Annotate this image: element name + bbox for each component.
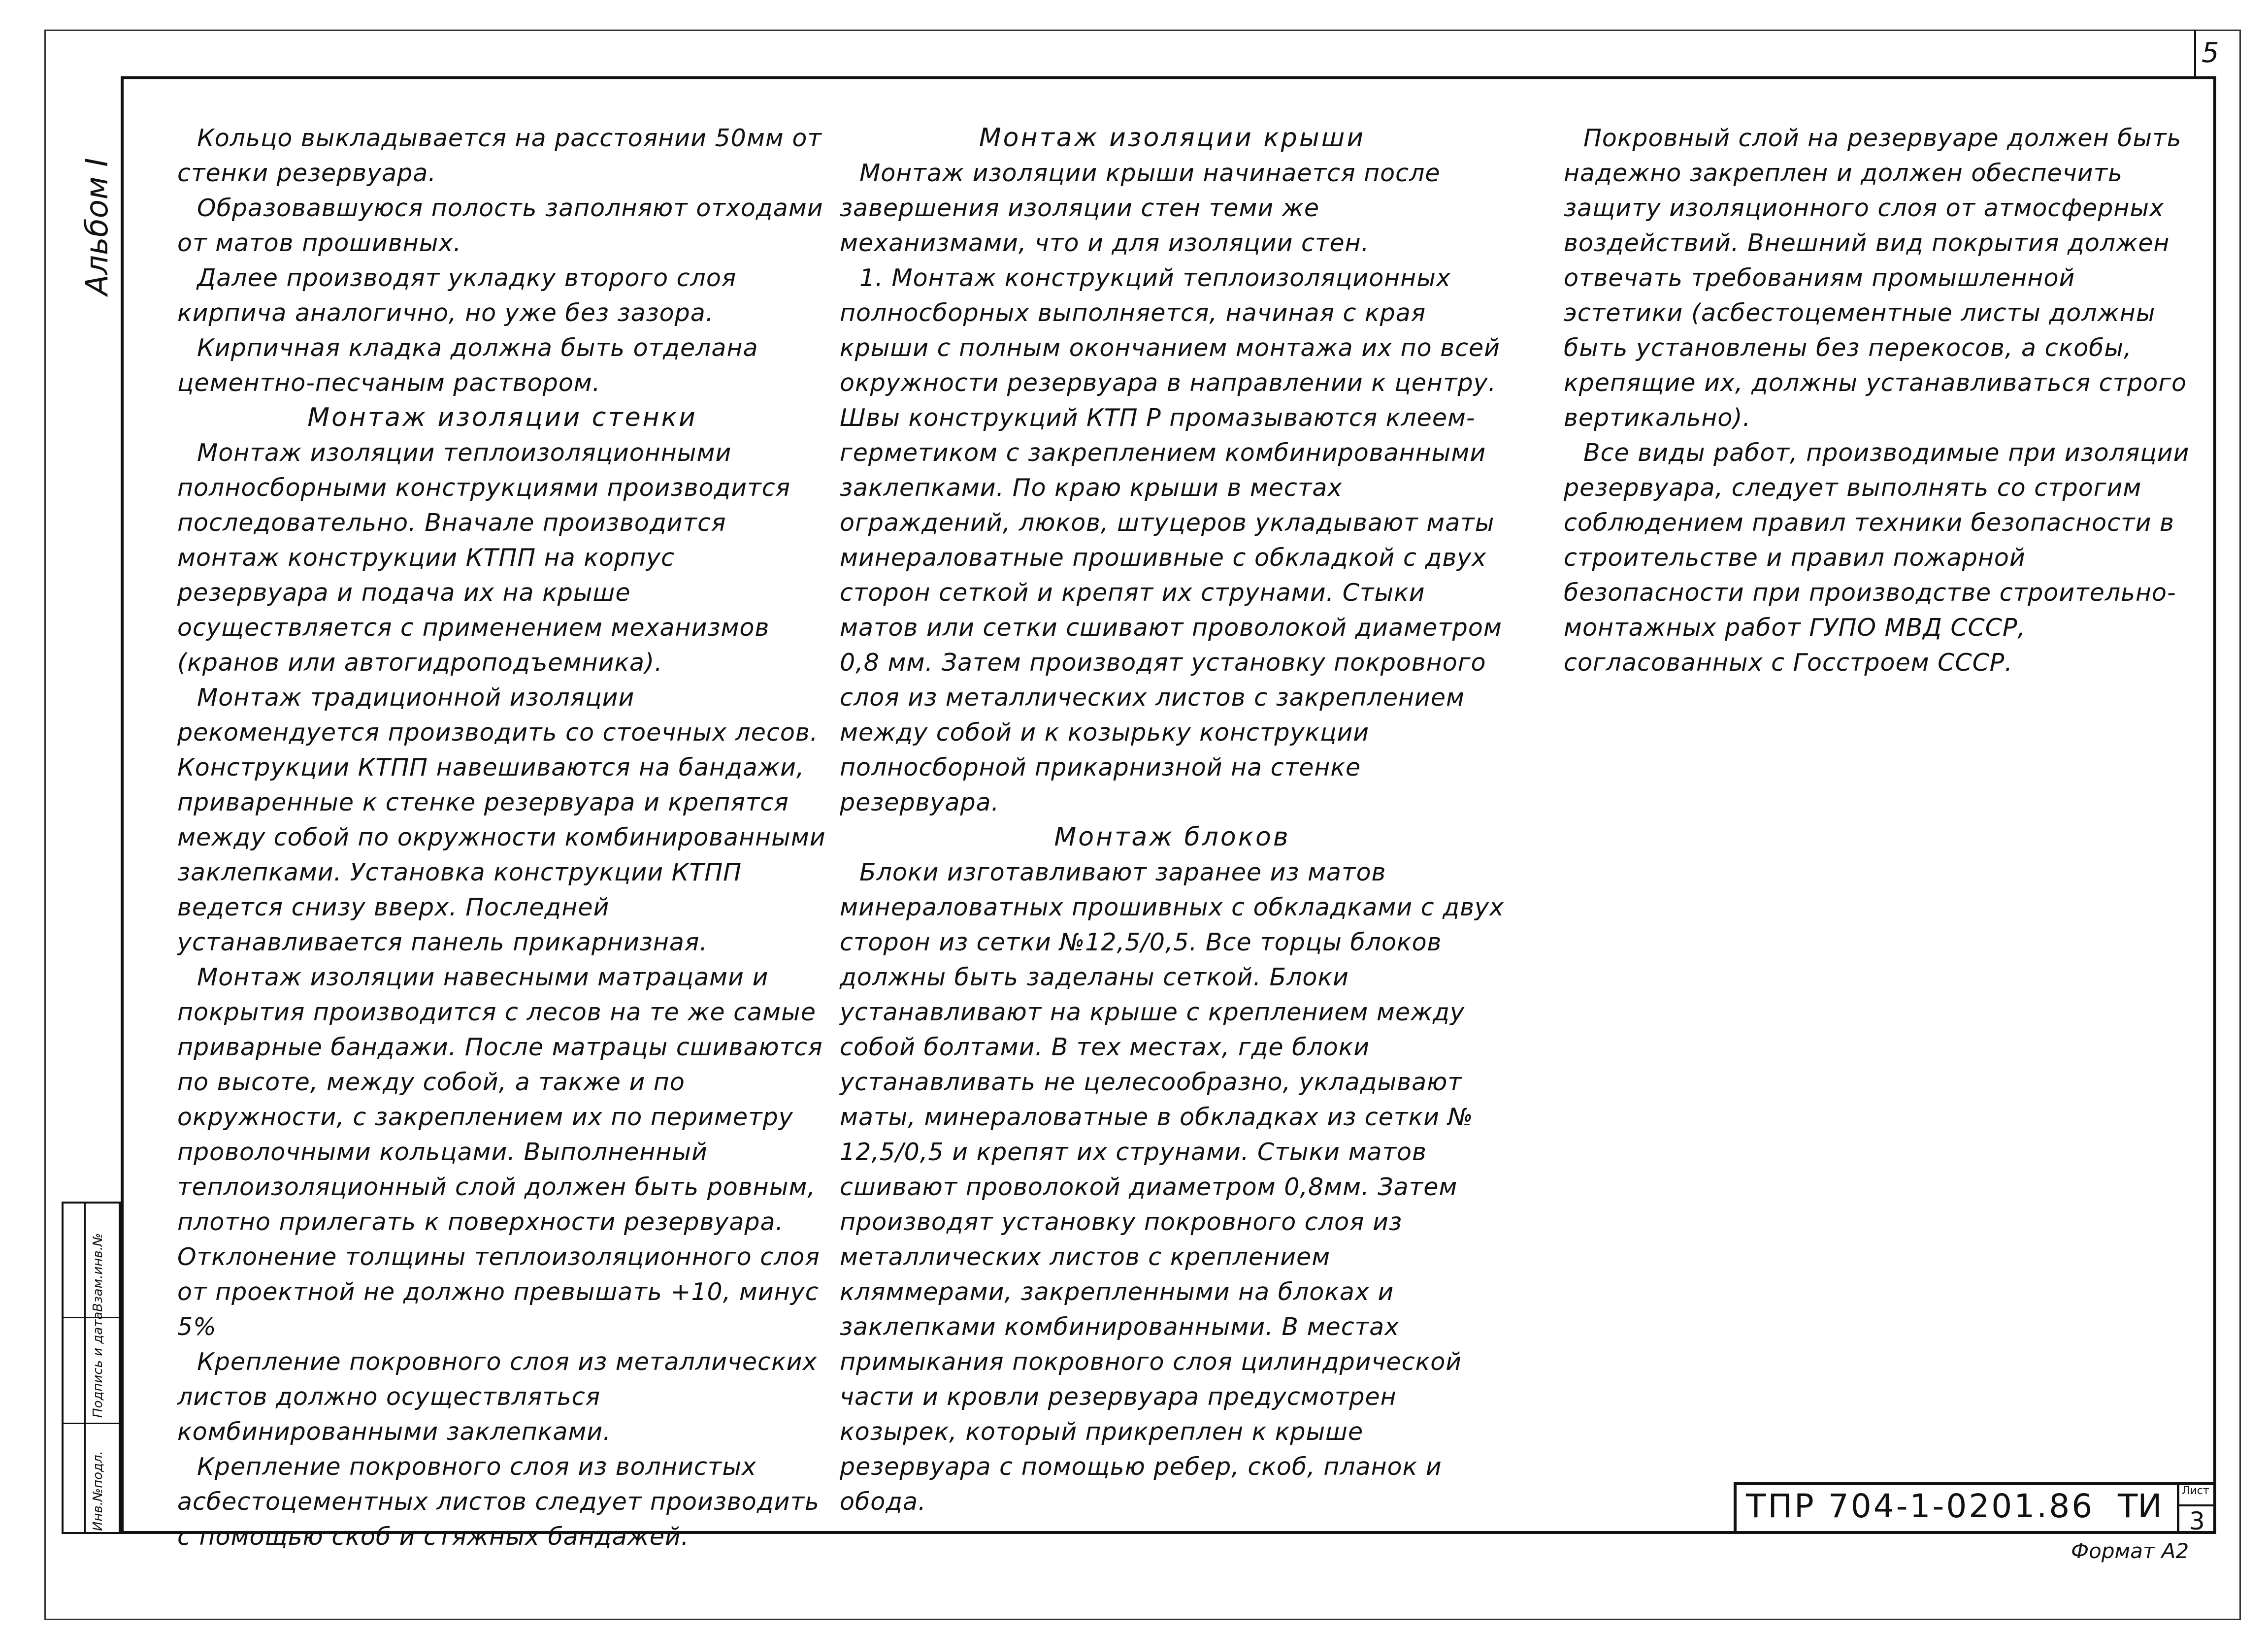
paragraph: Все виды работ, производимые при изоляции резервуара, следует выполнять со строгим соблюдением правил техники безопасности в строительстве и правил пожарной безопасности при производстве строительно-монтажных работ ГУПО МВД СССР, согласованных с Госстроем СССР. xyxy=(1564,439,2190,677)
sheet-label: Лист xyxy=(2182,1485,2209,1497)
paragraph: Кольцо выкладывается на расстоянии 50мм от стенки резервуара. xyxy=(177,124,822,187)
sheet-divider xyxy=(2177,1504,2216,1506)
stamp-cell-inv: Взам.инв.№ xyxy=(91,1233,105,1312)
stamp-column xyxy=(64,1204,86,1532)
stamp-cell-sign: Подпись и дата xyxy=(91,1311,105,1418)
document-type: ТИ xyxy=(2118,1487,2162,1525)
stamp-cell-orig: Инв.№подл. xyxy=(91,1451,105,1531)
sheet-number: 3 xyxy=(2189,1507,2205,1535)
document-code: ТПР 704-1-0201.86 xyxy=(1746,1487,2095,1525)
paragraph: Далее производят укладку второго слоя кирпича аналогично, но уже без зазора. xyxy=(177,264,737,327)
paragraph: Монтаж изоляции крыши начинается после завершения изоляции стен теми же механизмами, что и для изоляции стен. xyxy=(840,159,1441,257)
section-heading: Монтаж блоков xyxy=(1054,822,1290,852)
format-label: Формат А2 xyxy=(2071,1539,2189,1563)
paragraph: Образовавшуюся полость заполняют отходами от матов прошивных. xyxy=(177,194,823,257)
stamp-divider xyxy=(64,1423,119,1424)
paragraph: Покровный слой на резервуаре должен быть надежно закреплен и должен обеспечить защиту изоляционного слоя от атмосферных воздействий. Внешний вид покрытия должен отвечать требованиям промышленной эстетики (асбестоцементные листы должны быть установлены без перекосов, а скобы, крепящие их, должны устанавливаться строго вертикально). xyxy=(1564,124,2187,432)
paragraph: Крепление покровного слоя из металлических листов должно осуществляться комбинированными заклепками. xyxy=(177,1348,818,1446)
text-column-2 xyxy=(840,121,1505,1519)
paragraph: 1. Монтаж конструкций теплоизоляционных полносборных выполняется, начиная с края крыши с полным окончанием монтажа их по всей окружности резервуара в направлении к центру. Швы конструкций КТП Р промазываются клеем-герметиком с закреплением комбинированными заклепками. По краю крыши в местах ограждений, люков, штуцеров укладывают маты минераловатные прошивные с обкладкой с двух сторон сеткой и крепят их струнами. Стыки матов или сетки сшивают проволокой диаметром 0,8 мм. Затем производят установку покровного слоя из металлических листов с закреплением между собой и к козырьку конструкции полносборной прикарнизной на стенке резервуара. xyxy=(840,264,1502,816)
paragraph: Монтаж изоляции навесными матрацами и покрытия производится с лесов на те же самые приварные бандажи. После матрацы сшиваются по высоте, между собой, а также и по окружности, с закреплением их по периметру проволочными кольцами. Выполненный теплоизоляционный слой должен быть ровным, плотно прилегать к поверхности резервуара. Отклонение толщины теплоизоляционного слоя от проектной не должно превышать +10, минус 5% xyxy=(177,963,823,1341)
paragraph: Монтаж традиционной изоляции рекомендуется производить со стоечных лесов. Конструкции КТПП навешиваются на бандажи, приваренные к стенке резервуара и крепятся между собой по окружности комбинированными заклепками. Установка конструкции КТПП ведется снизу вверх. Последней устанавливается панель прикарнизная. xyxy=(177,684,826,956)
paragraph: Блоки изготавливают заранее из матов минераловатных прошивных с обкладками с двух сторон из сетки №12,5/0,5. Все торцы блоков должны быть заделаны сеткой. Блоки устанавливают на крыше с креплением между собой болтами. В тех местах, где блоки устанавливать не целесообразно, укладывают маты, минераловатные в обкладках из сетки № 12,5/0,5 и крепят их струнами. Стыки матов сшивают проволокой диаметром 0,8мм. Затем производят установку покровного слоя из металлических листов с креплением кляммерами, закрепленными на блоках и заклепками комбинированными. В местах примыкания покровного слоя цилиндрической части и кровли резервуара предусмотрен козырек, который прикреплен к крыше резервуара с помощью ребер, скоб, планок и обода. xyxy=(840,858,1504,1516)
side-stamp xyxy=(62,1202,121,1534)
paragraph: Крепление покровного слоя из волнистых асбестоцементных листов следует производить с помощью скоб и стяжных бандажей. xyxy=(177,1453,820,1551)
section-heading: Монтаж изоляции крыши xyxy=(979,123,1366,153)
paragraph: Монтаж изоляции теплоизоляционными полносборными конструкциями производится последовательно. Вначале производится монтаж конструкции КТПП на корпус резервуара и подача их на крыше осуществляется с применением механизмов (кранов или автогидроподъемника). xyxy=(177,439,791,677)
page-number: 5 xyxy=(2202,37,2219,69)
paragraph: Кирпичная кладка должна быть отделана цементно-песчаным раствором. xyxy=(177,334,758,397)
section-heading: Монтаж изоляции стенки xyxy=(307,403,697,432)
text-column-1 xyxy=(177,121,827,1554)
text-column-3 xyxy=(1564,121,2194,680)
album-label: Альбом I xyxy=(79,158,115,295)
